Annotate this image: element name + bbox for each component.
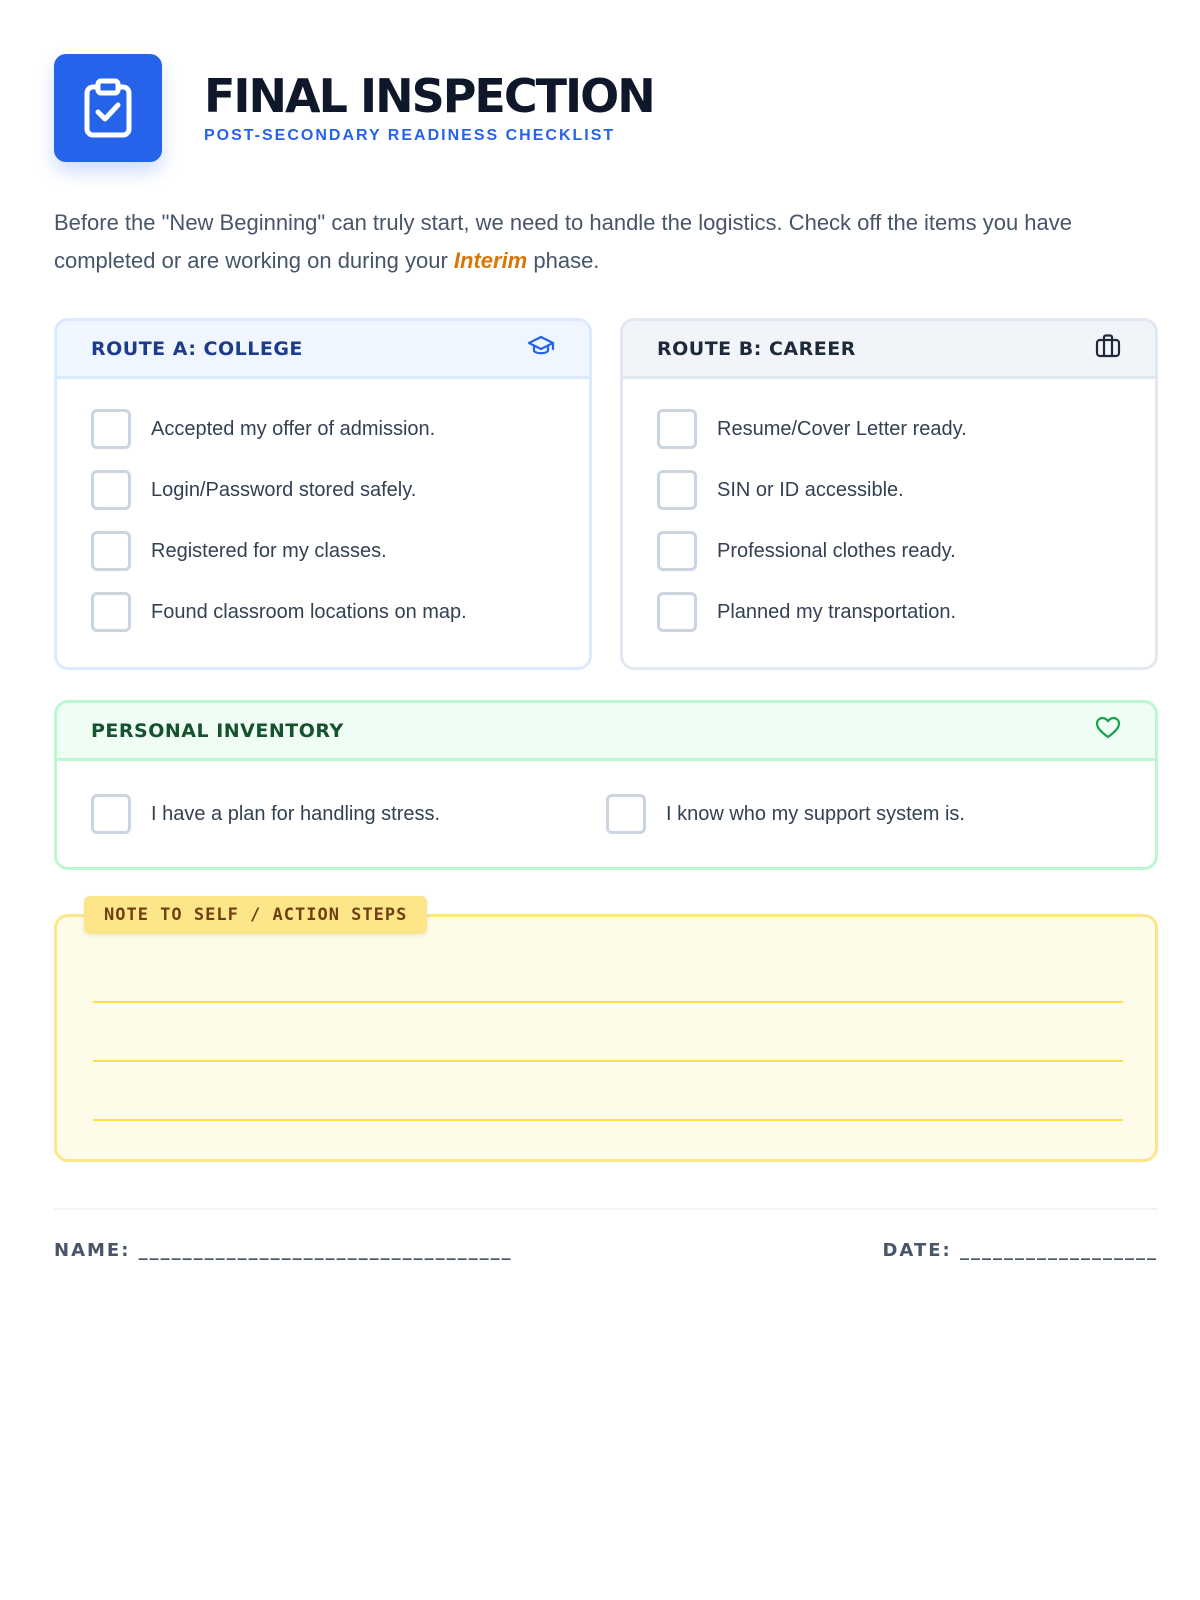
checklist-item-label: Registered for my classes. xyxy=(151,539,387,562)
checkbox[interactable] xyxy=(91,470,131,510)
route-b-title: ROUTE B: CAREER xyxy=(657,337,856,360)
route-a-card xyxy=(54,318,592,670)
personal-inventory-header xyxy=(57,703,1155,761)
page-title: FINAL INSPECTION xyxy=(204,69,654,123)
writing-line xyxy=(93,1060,1123,1062)
intro-text: Before the "New Beginning" can truly start, we need to handle the logistics. Check off the items you have completed or are working on during your xyxy=(54,210,1073,273)
checkbox[interactable] xyxy=(657,470,697,510)
route-cards xyxy=(54,318,1158,670)
checklist-item-label: Planned my transportation. xyxy=(717,600,957,623)
checklist-item-label: Accepted my offer of admission. xyxy=(151,417,436,440)
route-b-list xyxy=(623,379,1155,632)
checklist-item xyxy=(657,592,1121,632)
date-field[interactable]: DATE: __________________ xyxy=(882,1240,1158,1261)
checkbox[interactable] xyxy=(91,531,131,571)
personal-inventory-card xyxy=(54,700,1158,870)
checklist-item-label: I have a plan for handling stress. xyxy=(151,802,441,825)
route-a-list xyxy=(57,379,589,632)
checkbox[interactable] xyxy=(91,409,131,449)
checklist-page xyxy=(54,54,1158,1162)
header xyxy=(54,54,1158,162)
checkbox[interactable] xyxy=(657,592,697,632)
briefcase-icon xyxy=(1095,334,1121,363)
intro-text-end: phase. xyxy=(527,248,600,273)
footer-divider xyxy=(54,1208,1158,1210)
clipboard-check-icon xyxy=(54,54,162,162)
personal-inventory-title: PERSONAL INVENTORY xyxy=(91,719,344,742)
checklist-item-label: SIN or ID accessible. xyxy=(717,478,904,501)
graduation-cap-icon xyxy=(527,335,555,362)
checklist-item-label: I know who my support system is. xyxy=(666,802,965,825)
route-b-header xyxy=(623,321,1155,379)
name-field[interactable]: NAME: __________________________________ xyxy=(54,1240,513,1261)
checklist-item xyxy=(91,531,555,571)
checklist-item xyxy=(91,794,606,834)
page-subtitle: POST-SECONDARY READINESS CHECKLIST xyxy=(204,127,616,144)
checkbox[interactable] xyxy=(91,592,131,632)
checklist-item xyxy=(91,409,555,449)
intro-paragraph xyxy=(54,204,1158,280)
checklist-item xyxy=(657,531,1121,571)
writing-line xyxy=(93,1119,1123,1121)
writing-line xyxy=(93,1001,1123,1003)
checklist-item xyxy=(657,470,1121,510)
checklist-item-label: Professional clothes ready. xyxy=(717,539,956,562)
personal-inventory-list xyxy=(57,761,1155,834)
checklist-item xyxy=(606,794,1121,834)
checkbox[interactable] xyxy=(657,409,697,449)
note-title: NOTE TO SELF / ACTION STEPS xyxy=(84,896,427,934)
heart-icon xyxy=(1095,716,1121,745)
checklist-item-label: Login/Password stored safely. xyxy=(151,478,417,501)
checklist-item xyxy=(91,592,555,632)
route-a-title: ROUTE A: COLLEGE xyxy=(91,337,303,360)
checkbox[interactable] xyxy=(91,794,131,834)
footer xyxy=(54,1240,1158,1261)
checkbox[interactable] xyxy=(606,794,646,834)
intro-emphasis: Interim xyxy=(453,248,528,273)
checkbox[interactable] xyxy=(657,531,697,571)
checklist-item xyxy=(91,470,555,510)
note-section xyxy=(54,905,1158,1162)
checklist-item-label: Found classroom locations on map. xyxy=(151,600,467,623)
checklist-item xyxy=(657,409,1121,449)
note-area[interactable] xyxy=(54,914,1158,1162)
checklist-item-label: Resume/Cover Letter ready. xyxy=(717,417,967,440)
route-b-card xyxy=(620,318,1158,670)
route-a-header xyxy=(57,321,589,379)
